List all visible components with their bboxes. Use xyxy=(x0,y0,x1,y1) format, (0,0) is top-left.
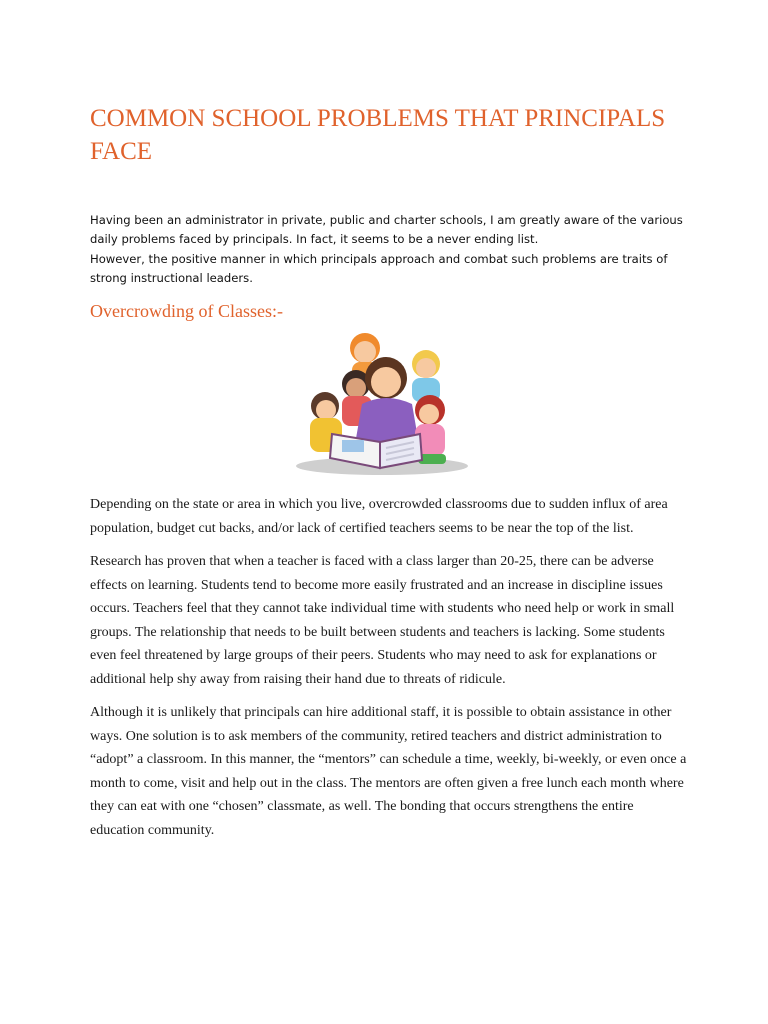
section-heading: Overcrowding of Classes:- xyxy=(90,301,283,321)
teacher-reading-to-children-illustration xyxy=(290,326,475,478)
document-title: COMMON SCHOOL PROBLEMS THAT PRINCIPALS FACE xyxy=(90,105,666,165)
body-paragraph: Although it is unlikely that principals can hire additional staff, it is possible to obtain assistance in other ways. One solution is to ask members of the community, retired teachers and district administration to “adopt” a classroom. In this manner, the “mentors” can schedule a time, weekly, bi-weekly, or even once a month to come, visit and help out in the class. The mentors are often given a free lunch each month where they can eat with one “chosen” classmate, as well. The bonding that occurs strengthens the entire education community. xyxy=(90,705,687,838)
intro-block xyxy=(90,211,690,288)
body-paragraph: Research has proven that when a teacher is faced with a class larger than 20-25, there can be adverse effects on learning. Students tend to become more easily frustrated and an increase in discipline issues occurs. Teachers feel that they cannot take individual time with students who need help or work in small groups. The relationship that needs to be built between students and teachers is lacking. Some students even feel threatened by large groups of their peers. Students who may need to ask for explanations or additional help shy away from raising their hand due to threats of ridicule. xyxy=(90,554,675,687)
intro-paragraph: Having been an administrator in private, public and charter schools, I am greatly aware of the various daily problems faced by principals. In fact, it seems to be a never ending list. xyxy=(90,213,683,247)
body-paragraph: Depending on the state or area in which you live, overcrowded classrooms due to sudden influx of area population, budget cut backs, and/or lack of certified teachers seems to be near the top of the list. xyxy=(90,497,668,536)
body-text xyxy=(90,493,690,852)
intro-paragraph: However, the positive manner in which principals approach and combat such problems are traits of strong instructional leaders. xyxy=(90,251,668,285)
